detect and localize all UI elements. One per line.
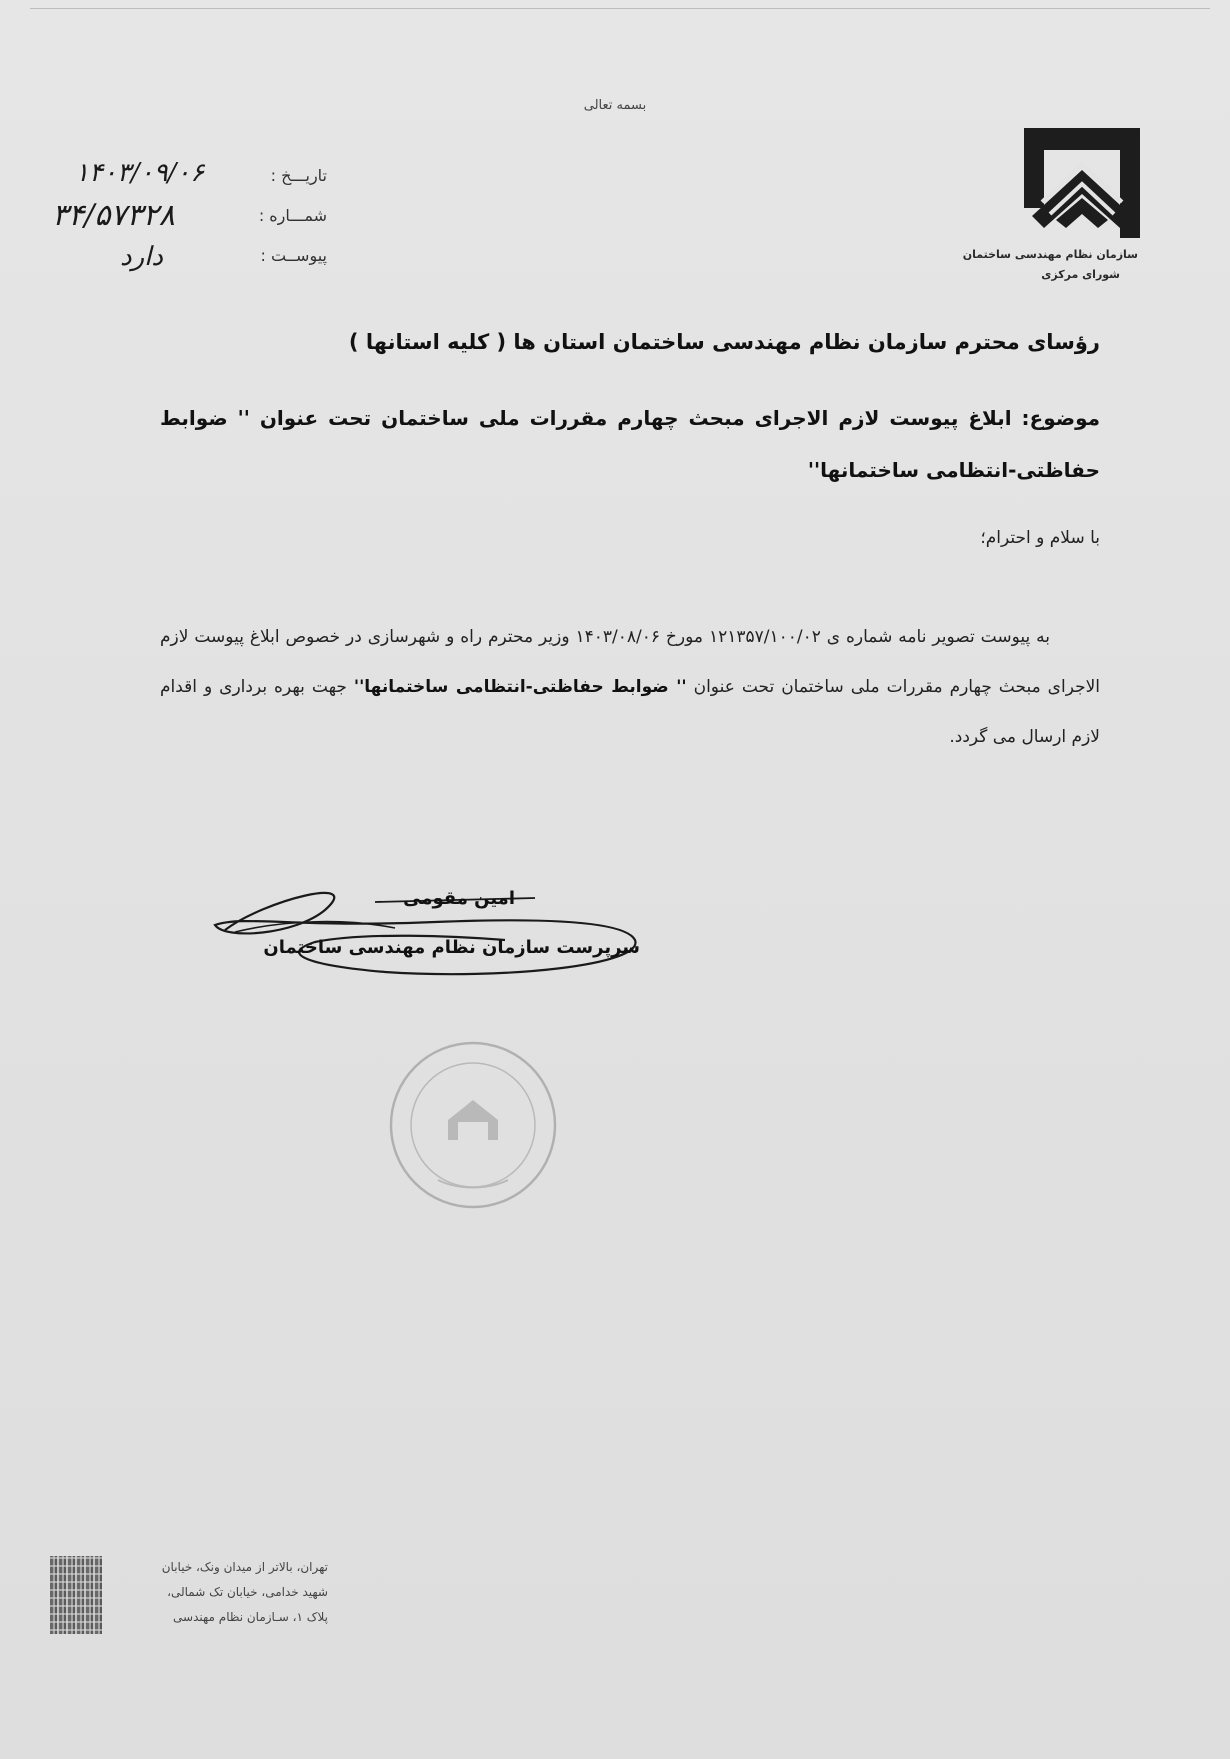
signer-title: سرپرست سازمان نظام مهندسی ساختمان	[263, 937, 640, 958]
date-label: تاریـــخ :	[270, 166, 327, 185]
invocation-text: بسمه تعالی	[583, 98, 647, 113]
address-line-2: شهید خدامی، خیابان تک شمالی،	[167, 1585, 328, 1599]
organization-logo-icon	[1012, 118, 1152, 288]
scan-edge-line	[30, 8, 1210, 9]
address-line-1: تهران، بالاتر از میدان ونک، خیابان	[161, 1560, 328, 1574]
qr-code-icon	[50, 1556, 102, 1634]
attachment-label: پیوســت :	[260, 246, 327, 265]
subject-line: موضوع: ابلاغ پیوست لازم الاجرای مبحث چهارم مقررات ملی ساختمان تحت عنوان '' ضوابط حفاظتی-انتظامی ساختمانها''	[160, 406, 1100, 482]
date-row	[232, 166, 327, 185]
number-row	[232, 206, 327, 225]
date-value: ۱۴۰۳/۰۹/۰۶	[75, 158, 205, 188]
body-text-part2: جهت بهره برداری و اقدام لازم ارسال می گردد.	[160, 677, 1100, 747]
logo-subtitle: شورای مرکزی	[1041, 268, 1120, 281]
number-label: شمـــاره :	[258, 206, 327, 225]
footer-address	[118, 1555, 328, 1630]
attachment-value: دارد	[120, 242, 163, 272]
greeting-line: با سلام و احترام؛	[980, 528, 1100, 548]
official-seal-stamp-icon	[378, 1030, 568, 1220]
signer-name: امین مقومی	[403, 888, 515, 909]
address-line-3: پلاک ۱، سـازمان نظام مهندسی	[173, 1610, 328, 1624]
number-value: ۳۴/۵۷۳۲۸	[52, 198, 175, 233]
logo-title: سازمان نظام مهندسی ساختمان	[962, 248, 1138, 261]
body-text-bold: '' ضوابط حفاظتی-انتظامی ساختمانها''	[353, 677, 687, 697]
letter-body	[160, 612, 1100, 762]
attachment-row	[232, 246, 327, 265]
body-text-part1: به پیوست تصویر نامه شماره ی ۱۲۱۳۵۷/۱۰۰/۰۲ مورخ ۱۴۰۳/۰۸/۰۶ وزیر محترم راه و شهرسازی در خصوص ابلاغ پیوست لازم الاجرای مبحث چهارم مقررات ملی ساختمان تحت عنوان	[160, 627, 1101, 697]
recipient-line: رؤسای محترم سازمان نظام مهندسی ساختمان استان ها ( کلیه استانها )	[348, 330, 1100, 354]
